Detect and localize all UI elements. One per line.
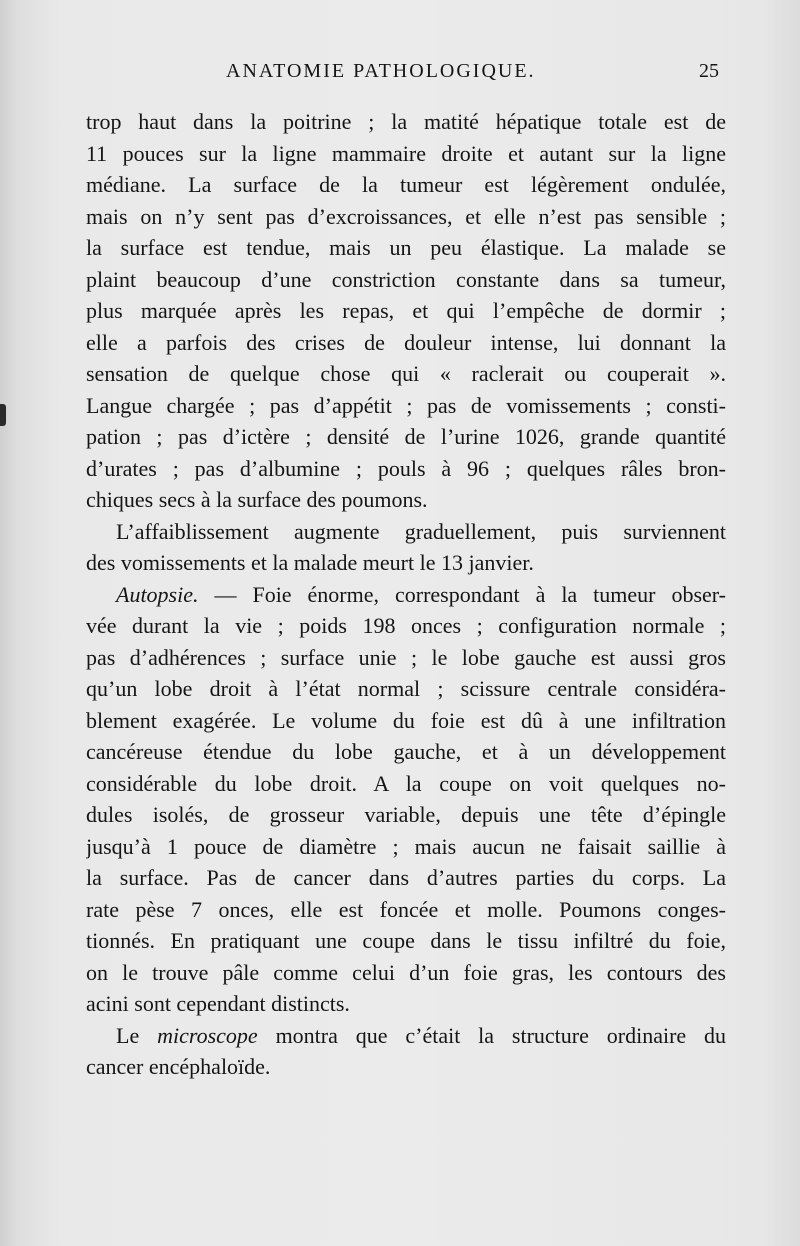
autopsie-label: Autopsie. xyxy=(116,581,199,607)
page-edge-mark xyxy=(0,404,6,426)
text-line: blement exagérée. Le volume du foie est dû à une infiltration xyxy=(86,707,726,733)
text-line: Langue chargée ; pas d’appétit ; pas de vomissements ; consti- xyxy=(86,392,726,418)
text-line: considérable du lobe droit. A la coupe on voit quelques no- xyxy=(86,770,726,796)
text-line: acini sont cependant distincts. xyxy=(86,991,350,1016)
text-line: chiques secs à la surface des poumons. xyxy=(86,487,428,512)
body-text xyxy=(86,106,726,1083)
text-line: on le trouve pâle comme celui d’un foie gras, les contours des xyxy=(86,959,726,985)
text-line: vée durant la vie ; poids 198 onces ; configuration normale ; xyxy=(86,613,726,638)
text-line: cancer encéphaloïde. xyxy=(86,1054,271,1079)
text-line: médiane. La surface de la tumeur est légèrement ondulée, xyxy=(86,172,726,197)
text-line: qu’un lobe droit à l’état normal ; scissure centrale considéra- xyxy=(86,676,726,701)
text-line: la surface. Pas de cancer dans d’autres parties du corps. La xyxy=(86,865,726,890)
text-line: plus marquée après les repas, et qui l’empêche de dormir ; xyxy=(86,298,726,323)
text-line: rate pèse 7 onces, elle est foncée et molle. Poumons conges- xyxy=(86,896,726,922)
text-line: cancéreuse étendue du lobe gauche, et à un développement xyxy=(86,739,726,764)
running-title: ANATOMIE PATHOLOGIQUE. xyxy=(226,60,536,82)
text-line: d’urates ; pas d’albumine ; pouls à 96 ; quelques râles bron- xyxy=(86,455,726,481)
text-line: des vomissements et la malade meurt le 13 janvier. xyxy=(86,550,534,575)
text-line: mais on n’y sent pas d’excroissances, et elle n’est pas sensible ; xyxy=(86,203,726,229)
page-header xyxy=(0,60,800,90)
text-line-prefix: Le xyxy=(116,1022,140,1048)
text-line: pation ; pas d’ictère ; densité de l’urine 1026, grande quantité xyxy=(86,424,726,449)
text-line xyxy=(86,579,726,611)
text-line-rest: — Foie énorme, correspondant à la tumeur obser- xyxy=(214,581,726,607)
microscope-term: microscope xyxy=(157,1022,258,1048)
text-line-rest: montra que c’était la structure ordinaire du xyxy=(275,1022,726,1048)
text-line: elle a parfois des crises de douleur intense, lui donnant la xyxy=(86,329,726,355)
text-line: sensation de quelque chose qui « raclerait ou couperait ». xyxy=(86,361,726,386)
text-line: pas d’adhérences ; surface unie ; le lobe gauche est aussi gros xyxy=(86,644,726,670)
text-line: tionnés. En pratiquant une coupe dans le tissu infiltré du foie, xyxy=(86,928,726,953)
text-line: L’affaiblissement augmente graduellement, puis surviennent xyxy=(116,518,726,544)
text-line: plaint beaucoup d’une constriction constante dans sa tumeur, xyxy=(86,266,726,292)
text-line: trop haut dans la poitrine ; la matité hépatique totale est de xyxy=(86,109,726,134)
text-line: dules isolés, de grosseur variable, depuis une tête d’épingle xyxy=(86,802,726,827)
text-line: la surface est tendue, mais un peu élastique. La malade se xyxy=(86,235,726,260)
text-line xyxy=(86,1020,726,1052)
text-line: 11 pouces sur la ligne mammaire droite et autant sur la ligne xyxy=(86,140,726,166)
text-line: jusqu’à 1 pouce de diamètre ; mais aucun ne faisait saillie à xyxy=(86,833,726,859)
page-number: 25 xyxy=(699,60,719,82)
